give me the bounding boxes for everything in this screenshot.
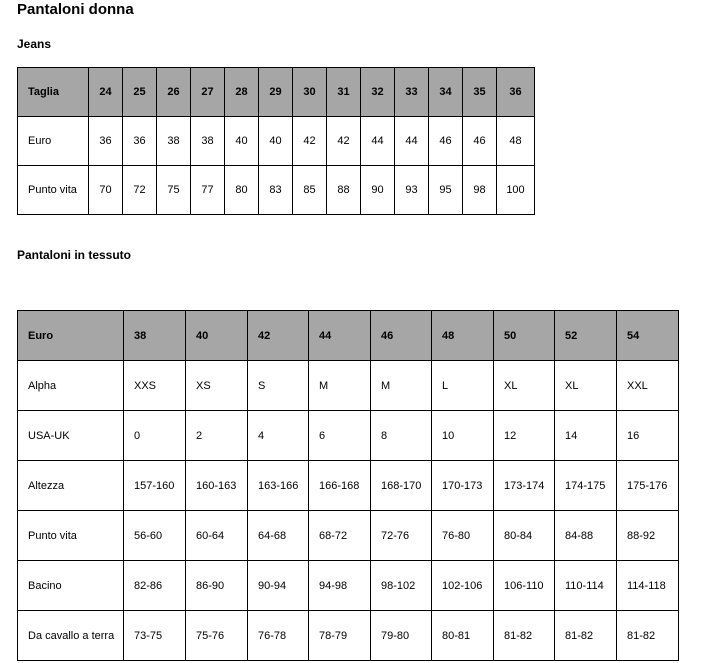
table-cell: 44	[361, 117, 395, 166]
table-cell: 94-98	[309, 561, 371, 611]
table-cell: 102-106	[432, 561, 494, 611]
header-cell: 30	[293, 68, 327, 117]
header-cell: 36	[497, 68, 535, 117]
table-cell: 68-72	[309, 511, 371, 561]
table-cell: 106-110	[494, 561, 555, 611]
table-cell: M	[371, 361, 432, 411]
table-cell: 77	[191, 166, 225, 215]
row-label-cell: Punto vita	[18, 511, 124, 561]
table-cell: 85	[293, 166, 327, 215]
table-cell: 48	[497, 117, 535, 166]
table-cell: 173-174	[494, 461, 555, 511]
header-cell: 27	[191, 68, 225, 117]
table-row	[18, 411, 679, 461]
row-label-cell: Euro	[18, 117, 89, 166]
header-row	[18, 311, 679, 361]
table-cell: XL	[555, 361, 617, 411]
header-cell: 29	[259, 68, 293, 117]
row-label-cell: Alpha	[18, 361, 124, 411]
table-cell: 88	[327, 166, 361, 215]
table-cell: S	[248, 361, 309, 411]
table-cell: 75-76	[186, 611, 248, 661]
header-cell: 46	[371, 311, 432, 361]
row-label-cell: Altezza	[18, 461, 124, 511]
table-row	[18, 361, 679, 411]
header-cell: 48	[432, 311, 494, 361]
table-cell: 82-86	[124, 561, 186, 611]
table-row	[18, 461, 679, 511]
table-cell: 88-92	[617, 511, 679, 561]
table-cell: 110-114	[555, 561, 617, 611]
table-cell: 81-82	[617, 611, 679, 661]
table-cell: 95	[429, 166, 463, 215]
table-row	[18, 511, 679, 561]
table-cell: 157-160	[124, 461, 186, 511]
table-cell: 14	[555, 411, 617, 461]
table-cell: 168-170	[371, 461, 432, 511]
table-cell: 86-90	[186, 561, 248, 611]
table-row	[18, 117, 535, 166]
table-cell: 6	[309, 411, 371, 461]
table-cell: 80-81	[432, 611, 494, 661]
header-cell: 32	[361, 68, 395, 117]
table-cell: 98-102	[371, 561, 432, 611]
jeans-heading: Jeans	[17, 37, 52, 51]
table-row	[18, 561, 679, 611]
table-cell: 10	[432, 411, 494, 461]
table-cell: 4	[248, 411, 309, 461]
table-row	[18, 166, 535, 215]
table-cell: 38	[157, 117, 191, 166]
header-cell: 35	[463, 68, 497, 117]
tessuto-heading: Pantaloni in tessuto	[17, 248, 132, 262]
row-label-cell: Da cavallo a terra	[18, 611, 124, 661]
table-cell: 80	[225, 166, 259, 215]
table-cell: 81-82	[555, 611, 617, 661]
row-label-cell: USA-UK	[18, 411, 124, 461]
table-cell: 42	[327, 117, 361, 166]
table-cell: 56-60	[124, 511, 186, 561]
table-cell: 40	[225, 117, 259, 166]
table-cell: 75	[157, 166, 191, 215]
table-cell: 81-82	[494, 611, 555, 661]
table-cell: 93	[395, 166, 429, 215]
table-cell: 90-94	[248, 561, 309, 611]
table-cell: 160-163	[186, 461, 248, 511]
table-cell: 12	[494, 411, 555, 461]
table-cell: 38	[191, 117, 225, 166]
header-cell: 44	[309, 311, 371, 361]
table-cell: L	[432, 361, 494, 411]
table-cell: 16	[617, 411, 679, 461]
table-cell: XXL	[617, 361, 679, 411]
header-cell: 50	[494, 311, 555, 361]
header-row	[18, 68, 535, 117]
header-cell: 33	[395, 68, 429, 117]
row-label-cell: Bacino	[18, 561, 124, 611]
header-cell: 52	[555, 311, 617, 361]
table-cell: 72	[123, 166, 157, 215]
tessuto-size-table	[17, 310, 679, 661]
table-cell: 174-175	[555, 461, 617, 511]
table-cell: 83	[259, 166, 293, 215]
table-cell: 64-68	[248, 511, 309, 561]
table-cell: XXS	[124, 361, 186, 411]
table-cell: 44	[395, 117, 429, 166]
jeans-size-table	[17, 67, 535, 215]
table-cell: 90	[361, 166, 395, 215]
header-cell: Taglia	[18, 68, 89, 117]
table-cell: XS	[186, 361, 248, 411]
table-cell: XL	[494, 361, 555, 411]
table-cell: 163-166	[248, 461, 309, 511]
table-cell: 175-176	[617, 461, 679, 511]
header-cell: 25	[123, 68, 157, 117]
table-cell: 76-78	[248, 611, 309, 661]
table-cell: 76-80	[432, 511, 494, 561]
header-cell: Euro	[18, 311, 124, 361]
header-cell: 42	[248, 311, 309, 361]
header-cell: 24	[89, 68, 123, 117]
table-cell: 78-79	[309, 611, 371, 661]
header-cell: 38	[124, 311, 186, 361]
table-cell: M	[309, 361, 371, 411]
table-cell: 36	[123, 117, 157, 166]
table-cell: 80-84	[494, 511, 555, 561]
table-cell: 60-64	[186, 511, 248, 561]
table-cell: 42	[293, 117, 327, 166]
page-title: Pantaloni donna	[17, 1, 134, 18]
table-cell: 100	[497, 166, 535, 215]
table-cell: 79-80	[371, 611, 432, 661]
table-cell: 72-76	[371, 511, 432, 561]
table-cell: 84-88	[555, 511, 617, 561]
table-cell: 36	[89, 117, 123, 166]
header-cell: 28	[225, 68, 259, 117]
header-cell: 26	[157, 68, 191, 117]
table-cell: 40	[259, 117, 293, 166]
table-cell: 70	[89, 166, 123, 215]
table-cell: 8	[371, 411, 432, 461]
table-cell: 46	[463, 117, 497, 166]
table-cell: 0	[124, 411, 186, 461]
table-cell: 46	[429, 117, 463, 166]
table-cell: 170-173	[432, 461, 494, 511]
table-row	[18, 611, 679, 661]
row-label-cell: Punto vita	[18, 166, 89, 215]
header-cell: 54	[617, 311, 679, 361]
table-cell: 98	[463, 166, 497, 215]
table-cell: 2	[186, 411, 248, 461]
header-cell: 34	[429, 68, 463, 117]
header-cell: 40	[186, 311, 248, 361]
table-cell: 73-75	[124, 611, 186, 661]
table-cell: 114-118	[617, 561, 679, 611]
header-cell: 31	[327, 68, 361, 117]
table-cell: 166-168	[309, 461, 371, 511]
